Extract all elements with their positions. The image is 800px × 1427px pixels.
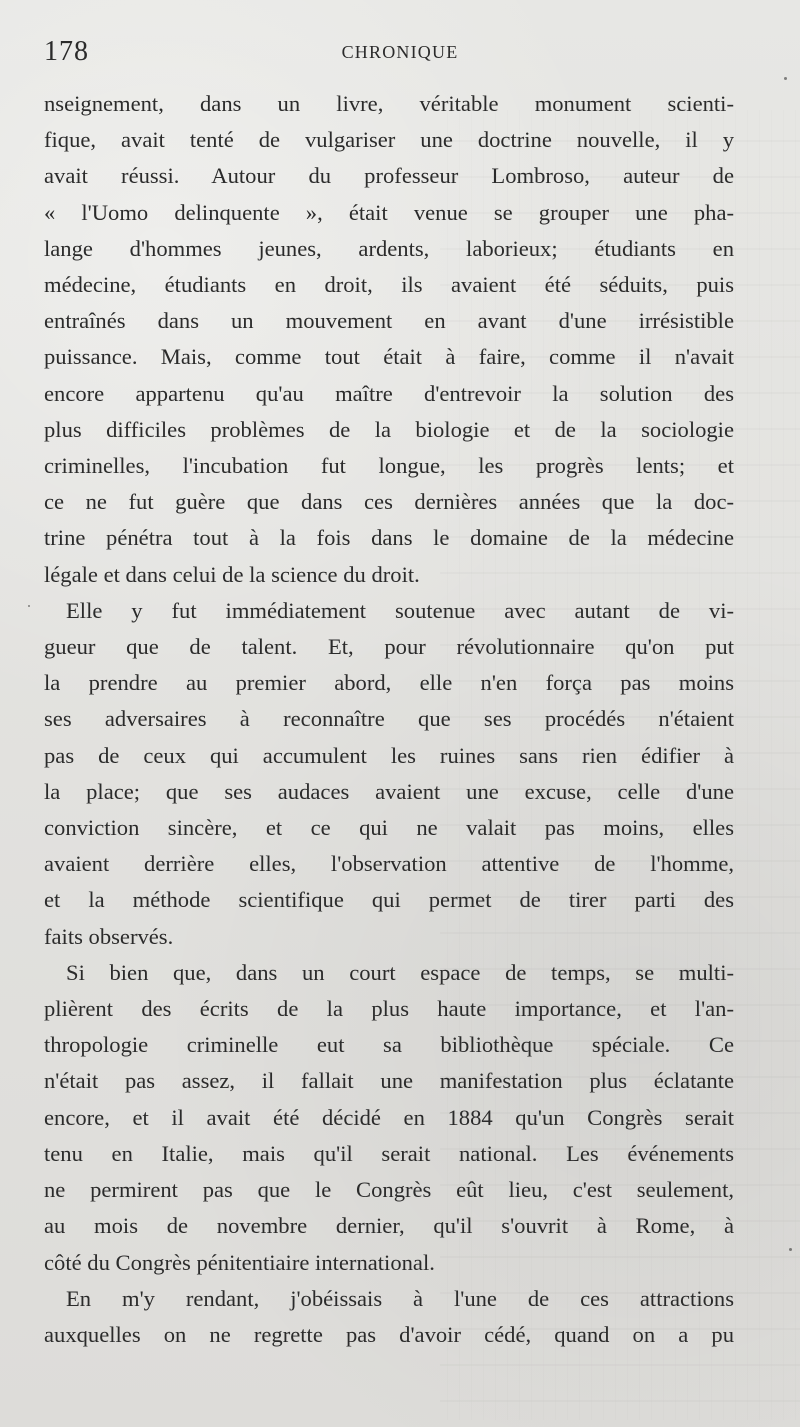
text-line: nseignement, dans un livre, véritable monument scienti- [44, 91, 734, 116]
text-line: plièrent des écrits de la plus haute importance, et l'an- [44, 996, 734, 1022]
text-line: plus difficiles problèmes de la biologie et de la sociologie [44, 416, 734, 442]
text-line: trine pénétra tout à la fois dans le domaine de la médecine [44, 525, 734, 551]
text-line: thropologie criminelle eut sa bibliothèque spéciale. Ce [44, 1032, 734, 1058]
text-line: En m'y rendant, j'obéissais à l'une de ces attractions [66, 1285, 734, 1311]
text-line: faits observés. [44, 923, 174, 949]
scan-speck [784, 77, 787, 80]
text-line: côté du Congrès pénitentiaire international. [44, 1249, 435, 1275]
text-line: auxquelles on ne regrette pas d'avoir cédé, quand on a pu [44, 1321, 734, 1347]
text-line: puissance. Mais, comme tout était à faire, comme il n'avait [44, 344, 734, 370]
text-line: gueur que de talent. Et, pour révolutionnaire qu'on put [44, 634, 734, 660]
scan-speck [789, 1248, 792, 1251]
text-line: pas de ceux qui accumulent les ruines sans rien édifier à [44, 742, 734, 768]
text-line: légale et dans celui de la science du droit. [44, 561, 420, 587]
text-line: tenu en Italie, mais qu'il serait national. Les événements [44, 1140, 734, 1166]
text-line: médecine, étudiants en droit, ils avaient été séduits, puis [44, 272, 734, 298]
text-line: au mois de novembre dernier, qu'il s'ouvrit à Rome, à [44, 1213, 734, 1239]
body-text [44, 86, 734, 1353]
text-line: « l'Uomo delinquente », était venue se grouper une pha- [44, 199, 734, 225]
text-line: Si bien que, dans un court espace de temps, se multi- [66, 959, 734, 985]
text-line: entraînés dans un mouvement en avant d'une irrésistible [44, 308, 734, 334]
page-header [44, 34, 756, 70]
text-line: ne permirent pas que le Congrès eût lieu, c'est seulement, [44, 1177, 734, 1203]
text-line: la place; que ses audaces avaient une excuse, celle d'une [44, 778, 734, 804]
page-number: 178 [44, 36, 89, 67]
text-line: ce ne fut guère que dans ces dernières années que la doc- [44, 489, 734, 515]
text-line: criminelles, l'incubation fut longue, les progrès lents; et [44, 453, 734, 479]
text-line: avait réussi. Autour du professeur Lombroso, auteur de [44, 163, 734, 189]
running-head: CHRONIQUE [341, 42, 459, 62]
text-line: fique, avait tenté de vulgariser une doctrine nouvelle, il y [44, 127, 734, 153]
text-line: Elle y fut immédiatement soutenue avec autant de vi- [66, 597, 734, 623]
text-line: conviction sincère, et ce qui ne valait pas moins, elles [44, 815, 734, 841]
text-line: ses adversaires à reconnaître que ses procédés n'étaient [44, 706, 734, 732]
text-line: lange d'hommes jeunes, ardents, laborieux; étudiants en [44, 235, 734, 261]
text-line: encore appartenu qu'au maître d'entrevoir la solution des [44, 380, 734, 406]
text-line: encore, et il avait été décidé en 1884 qu'un Congrès serait [44, 1104, 734, 1130]
text-line: n'était pas assez, il fallait une manifestation plus éclatante [44, 1068, 734, 1094]
text-line: avaient derrière elles, l'observation attentive de l'homme, [44, 851, 734, 877]
text-line: la prendre au premier abord, elle n'en força pas moins [44, 670, 734, 696]
scan-speck [28, 605, 30, 607]
text-line: et la méthode scientifique qui permet de tirer parti des [44, 887, 734, 913]
